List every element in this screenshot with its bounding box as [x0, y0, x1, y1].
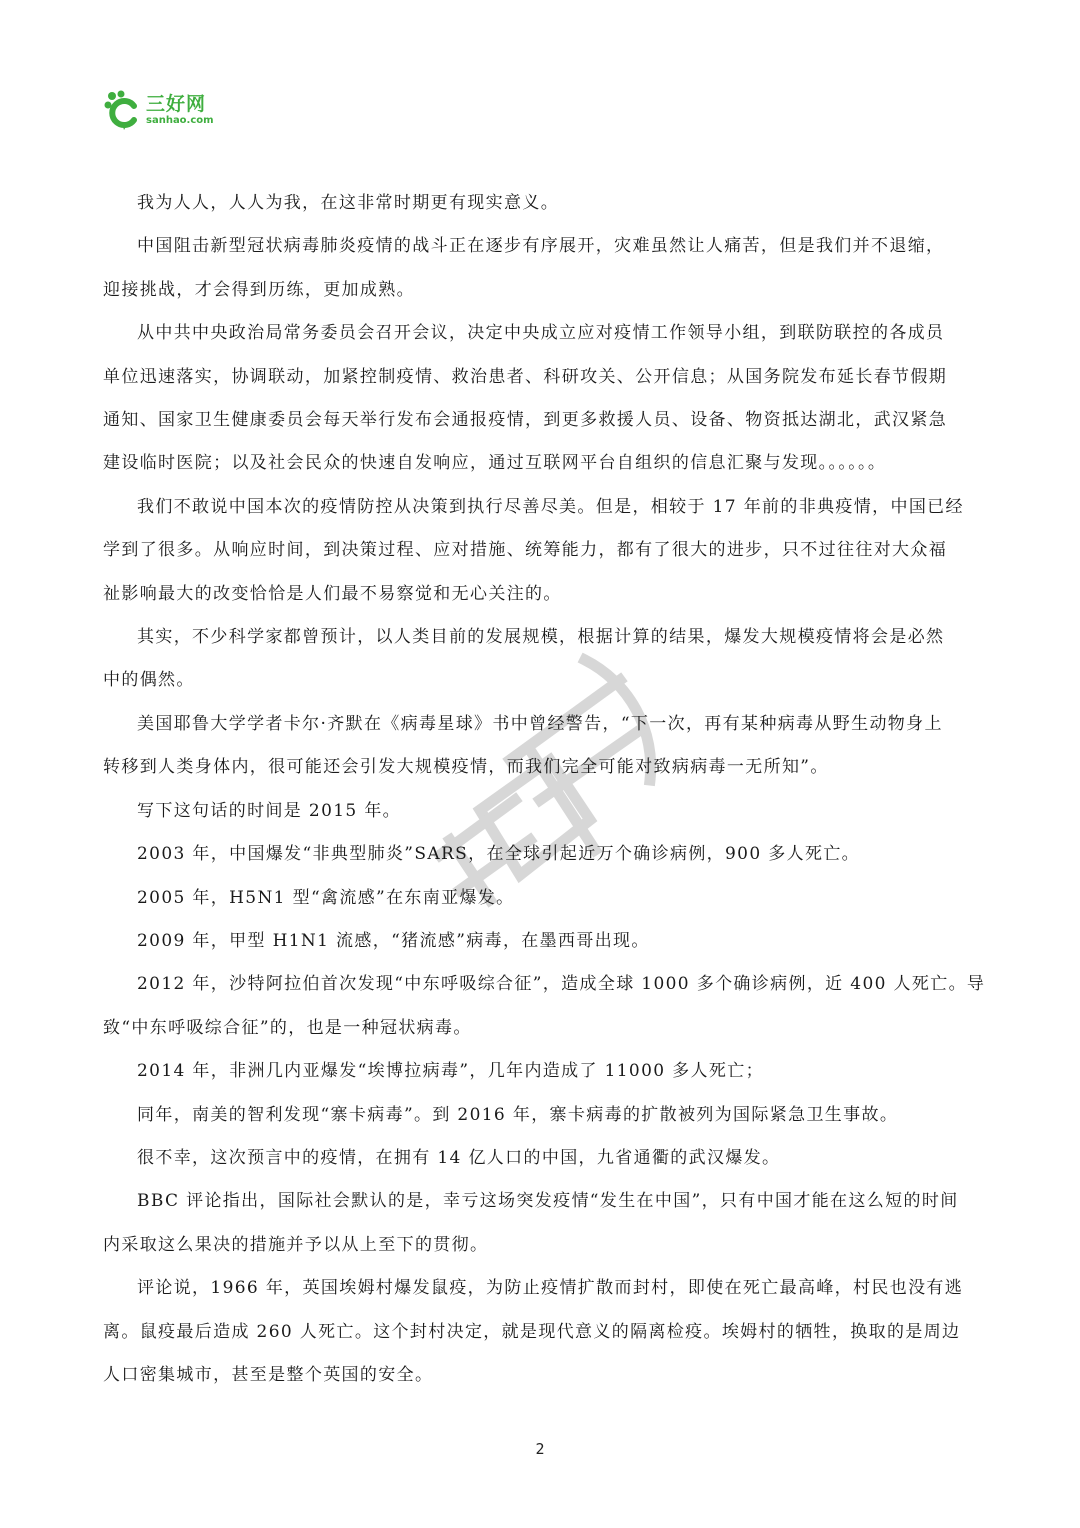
paragraph [103, 616, 985, 703]
paragraph-line: 同年，南美的智利发现“寨卡病毒”。到 2016 年，寨卡病毒的扩散被列为国际紧急卫生事故。 [137, 1104, 899, 1125]
paragraph-line: 评论说，1966 年，英国埃姆村爆发鼠疫，为防止疫情扩散而封村，即使在死亡最高峰，村民也没有逃 [137, 1278, 964, 1299]
paragraph [137, 1050, 985, 1093]
paragraph-line: 中的偶然。 [103, 670, 195, 691]
paragraph-line: 其实，不少科学家都曾预计，以人类目前的发展规模，根据计算的结果，爆发大规模疫情将会是必然 [137, 627, 945, 648]
paragraph [137, 182, 985, 225]
paragraph-line: 我们不敢说中国本次的疫情防控从决策到执行尽善尽美。但是，相较于 17 年前的非典疫情，中国已经 [137, 496, 964, 517]
paragraph-line: 人口密集城市，甚至是整个英国的安全。 [103, 1364, 434, 1385]
paragraph [103, 1180, 985, 1267]
paragraph-line: 离。鼠疫最后造成 260 人死亡。这个封村决定，就是现代意义的隔离检疫。埃姆村的牺牲，换取的是周边 [103, 1321, 961, 1342]
paragraph-line: 迎接挑战，才会得到历练，更加成熟。 [103, 279, 415, 300]
paragraph-line: 建设临时医院；以及社会民众的快速自发响应，通过互联网平台自组织的信息汇聚与发现。。。。。。 [103, 453, 887, 474]
paragraph-line: 从中共中央政治局常务委员会召开会议，决定中央成立应对疫情工作领导小组，到联防联控的各成员 [137, 323, 945, 344]
paragraph-line: 很不幸，这次预言中的疫情，在拥有 14 亿人口的中国，九省通衢的武汉爆发。 [137, 1147, 781, 1168]
paragraph [103, 963, 986, 1050]
paragraph [137, 1094, 985, 1137]
paragraph-line: 内采取这么果决的措施并予以从上至下的贯彻。 [103, 1234, 489, 1255]
logo-chinese-text: 三好网 [146, 92, 207, 115]
paragraph-line: 2003 年，中国爆发“非典型肺炎”SARS，在全球引起近万个确诊病例，900 多人死亡。 [137, 844, 861, 865]
paragraph-line: 转移到人类身体内，很可能还会引发大规模疫情，而我们完全可能对致病病毒一无所知”。 [103, 757, 829, 778]
logo-domain-text: sanhao.com [146, 114, 214, 126]
paragraph [103, 225, 985, 312]
paragraph-line: 致“中东呼吸综合征”的，也是一种冠状病毒。 [103, 1017, 472, 1038]
paragraph-line: 美国耶鲁大学学者卡尔·齐默在《病毒星球》书中曾经警告，“下一次，再有某种病毒从野生动物身上 [137, 713, 943, 734]
paragraph [103, 312, 985, 486]
paragraph [103, 486, 985, 616]
paragraph-line: 学到了很多。从响应时间，到决策过程、应对措施、统筹能力，都有了很大的进步，只不过往往对大众福 [103, 540, 948, 561]
paragraph [137, 790, 985, 833]
site-logo [104, 90, 214, 130]
paragraph [137, 1137, 985, 1180]
paragraph-line: 单位迅速落实，协调联动，加紧控制疫情、救治患者、科研攻关、公开信息；从国务院发布延长春节假期 [103, 366, 948, 387]
paragraph-line: 2005 年，H5N1 型“禽流感”在东南亚爆发。 [137, 887, 515, 908]
paragraph-line: 通知、国家卫生健康委员会每天举行发布会通报疫情，到更多救援人员、设备、物资抵达湖北，武汉紧急 [103, 410, 948, 431]
paragraph-line: 我为人人，人人为我，在这非常时期更有现实意义。 [137, 193, 560, 213]
paragraph-line: 2014 年，非洲几内亚爆发“埃博拉病毒”，几年内造成了 11000 多人死亡； [137, 1061, 764, 1082]
paragraph-line: 写下这句话的时间是 2015 年。 [137, 800, 402, 821]
paragraph [137, 833, 985, 876]
paragraph-line: 2009 年，甲型 H1N1 流感，“猪流感”病毒，在墨西哥出现。 [137, 930, 650, 951]
paragraph [137, 877, 985, 920]
paragraph-line: 祉影响最大的改变恰恰是人们最不易察觉和无心关注的。 [103, 583, 562, 604]
paragraph-line: BBC 评论指出，国际社会默认的是，幸亏这场突发疫情“发生在中国”，只有中国才能在这么短的时间 [137, 1191, 959, 1212]
page-number: 2 [535, 1440, 545, 1458]
paragraph-line: 中国阻击新型冠状病毒肺炎疫情的战斗正在逐步有序展开，灾难虽然让人痛苦，但是我们并不退缩， [137, 236, 945, 257]
paw-logo-icon [104, 90, 142, 130]
document-body [103, 182, 986, 1397]
paragraph [103, 703, 985, 790]
paragraph [137, 920, 985, 963]
paragraph [103, 1267, 985, 1397]
paragraph-line: 2012 年，沙特阿拉伯首次发现“中东呼吸综合征”，造成全球 1000 多个确诊病例，近 400 人死亡。导 [137, 974, 986, 995]
